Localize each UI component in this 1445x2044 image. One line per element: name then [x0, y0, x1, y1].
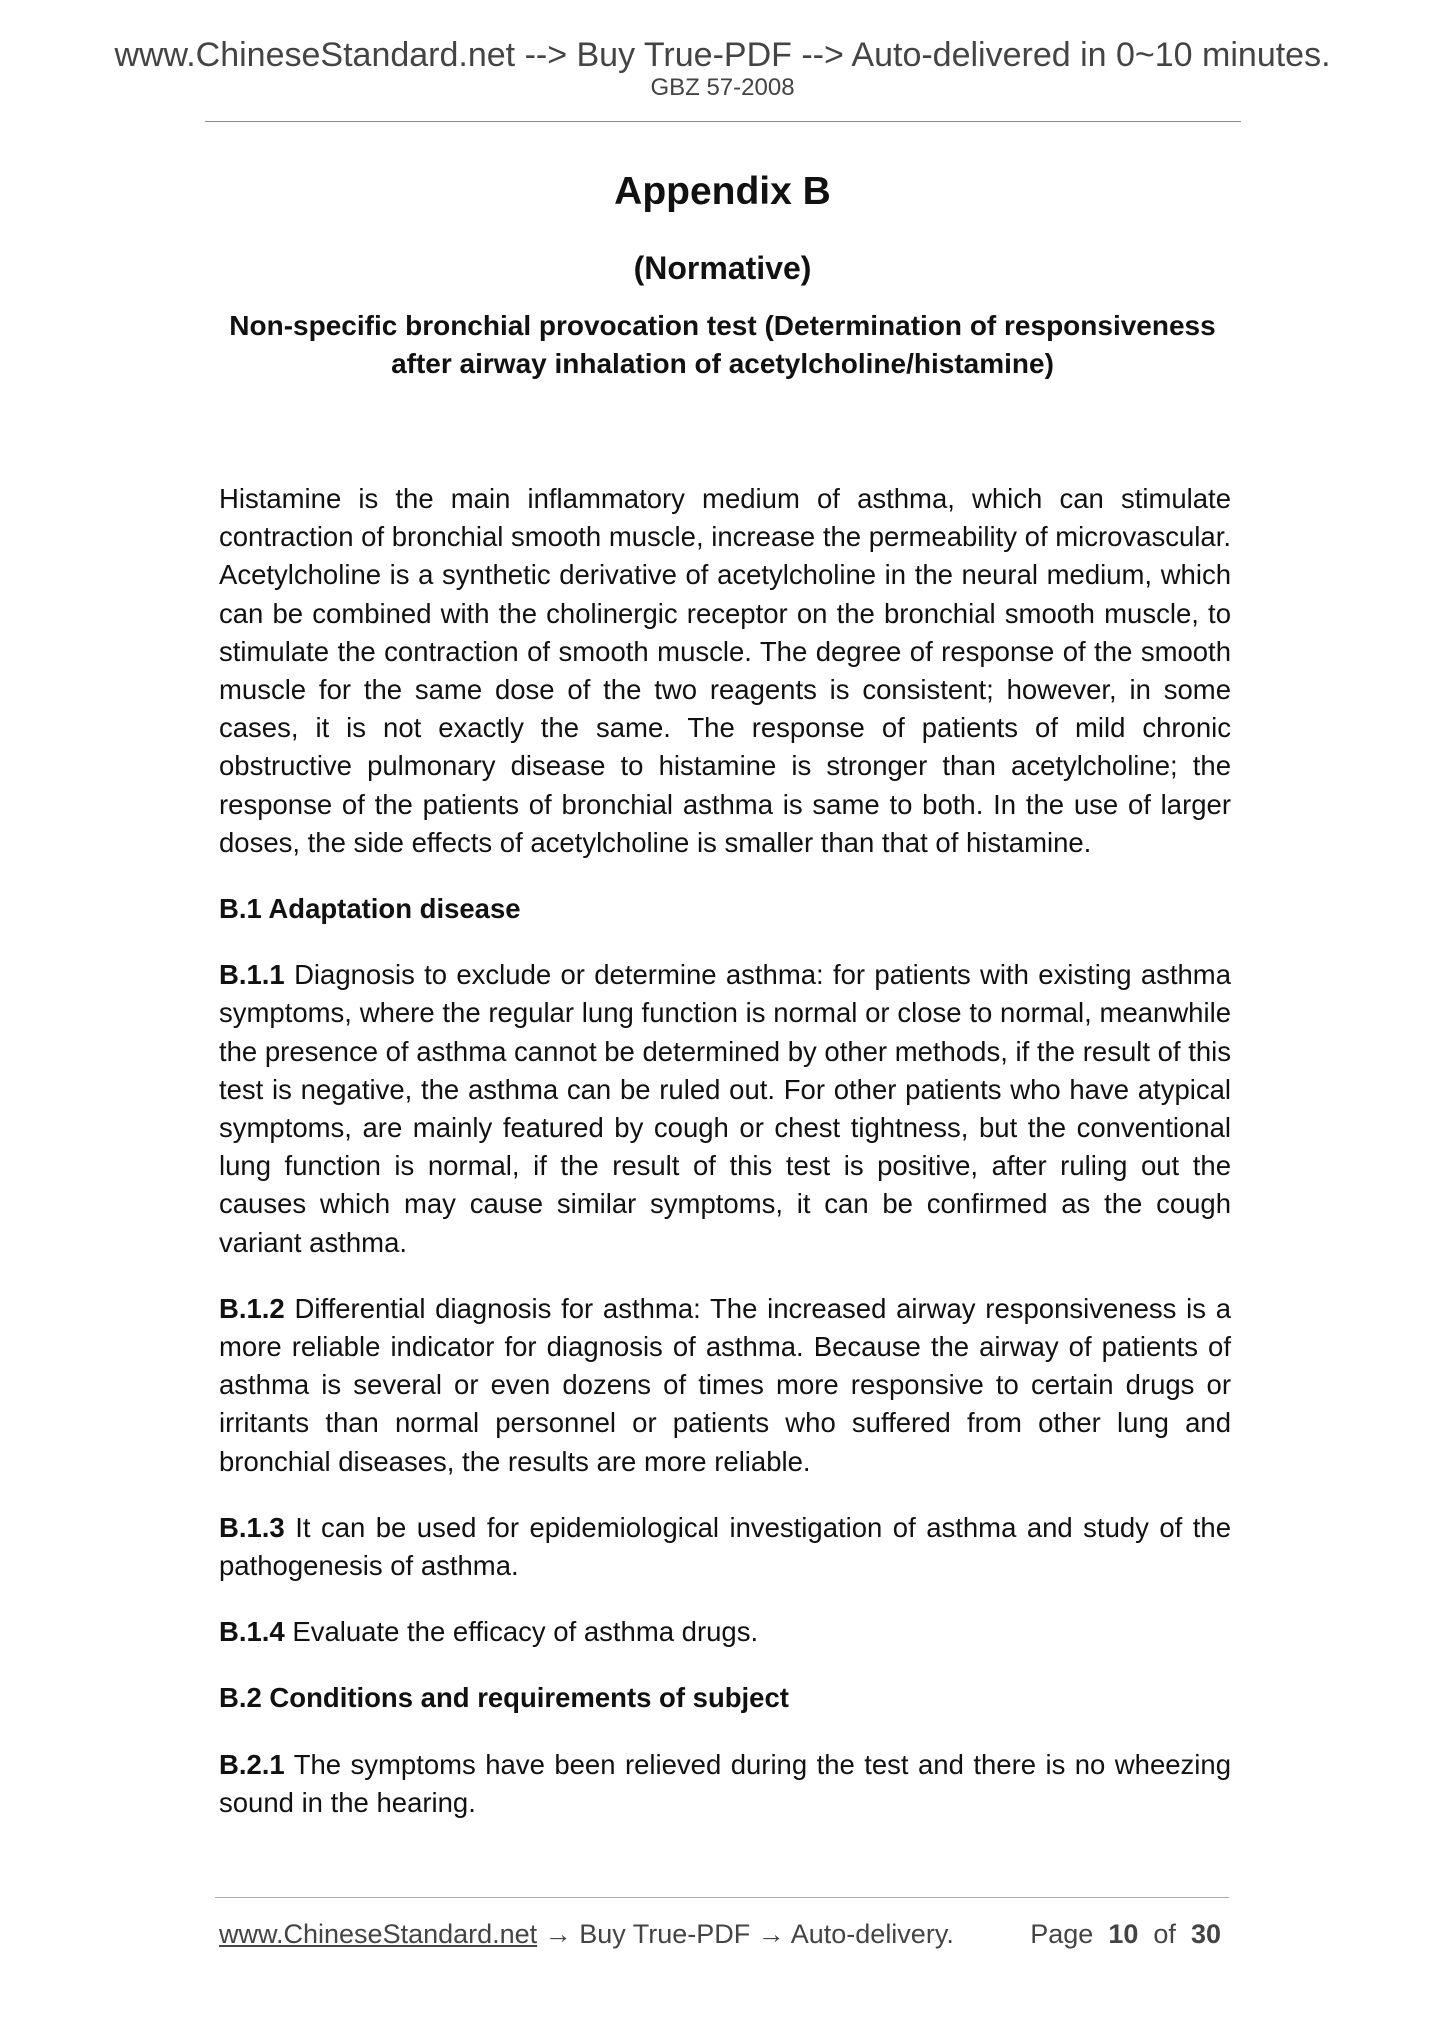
appendix-subtitle: (Normative)	[633, 250, 812, 286]
appendix-description: Non-specific bronchial provocation test (Determination of responsiveness after airway inhalation of acetylcholine/histamine)	[229, 310, 1216, 379]
clause-b2-1	[219, 1746, 1231, 1822]
header-divider	[205, 121, 1241, 122]
page-indicator	[1030, 1919, 1221, 1950]
document-body	[219, 480, 1231, 1850]
clause-number: B.1.3	[219, 1511, 285, 1543]
clause-b1-4	[219, 1613, 1231, 1651]
clause-text: Differential diagnosis for asthma: The increased airway responsiveness is a more reliable indicator for diagnosis of asthma. Because the airway of patients of asthma is several or even dozens of times more responsive to certain drugs or irritants than normal personnel or patients who suffered from other lung and bronchial diseases, the results are more reliable.	[219, 1292, 1232, 1477]
clause-number: B.1.4	[219, 1616, 285, 1648]
clause-number: B.1.2	[219, 1292, 285, 1324]
clause-text: Evaluate the efficacy of asthma drugs.	[292, 1616, 759, 1648]
section-heading-b1: B.1 Adaptation disease	[219, 893, 521, 925]
clause-text: It can be used for epidemiological investigation of asthma and study of the pathogenesis of asthma.	[219, 1511, 1231, 1582]
appendix-title: Appendix B	[614, 170, 831, 213]
page-current: 10	[1108, 1919, 1139, 1949]
page-label: Page	[1030, 1919, 1094, 1949]
page-total: 30	[1190, 1919, 1221, 1949]
footer-promo	[219, 1919, 954, 1950]
footer-divider	[215, 1897, 1229, 1898]
footer-site-link[interactable]: www.ChineseStandard.net	[219, 1919, 538, 1949]
page-of-label: of	[1153, 1919, 1176, 1949]
clause-text: The symptoms have been relieved during the test and there is no wheezing sound in the hearing.	[219, 1748, 1231, 1818]
clause-number: B.1.1	[219, 959, 285, 991]
intro-paragraph: Histamine is the main inflammatory medium of asthma, which can stimulate contraction of bronchial smooth muscle, increase the permeability of microvascular. Acetylcholine is a synthetic derivative of acetylcholine in the neural medium, which can be combined with the cholinergic receptor on the bronchial smooth muscle, to stimulate the contraction of smooth muscle. The degree of response of the smooth muscle for the same dose of the two reagents is consistent; however, in some cases, it is not exactly the same. The response of patients of mild chronic obstructive pulmonary disease to histamine is stronger than acetylcholine; the response of the patients of bronchial asthma is same to both. In the use of larger doses, the side effects of acetylcholine is smaller than that of histamine.	[219, 483, 1231, 858]
clause-number: B.2.1	[219, 1748, 285, 1780]
clause-b1-2	[219, 1290, 1231, 1481]
clause-b1-1	[219, 956, 1231, 1262]
section-heading-b2: B.2 Conditions and requirements of subject	[219, 1682, 789, 1714]
clause-b1-3	[219, 1509, 1231, 1585]
footer-tagline: → Buy True-PDF → Auto-delivery.	[537, 1919, 954, 1949]
clause-text: Diagnosis to exclude or determine asthma: for patients with existing asthma symptoms, where the regular lung function is normal or close to normal, meanwhile the presence of asthma cannot be determined by other methods, if the result of this test is negative, the asthma can be ruled out. For other patients who have atypical symptoms, are mainly featured by cough or chest tightness, but the conventional lung function is normal, if the result of this test is positive, after ruling out the causes which may cause similar symptoms, it can be confirmed as the cough variant asthma.	[219, 959, 1231, 1258]
site-banner: www.ChineseStandard.net --> Buy True-PDF --> Auto-delivered in 0~10 minutes.	[114, 36, 1331, 74]
standard-code: GBZ 57-2008	[650, 74, 795, 101]
